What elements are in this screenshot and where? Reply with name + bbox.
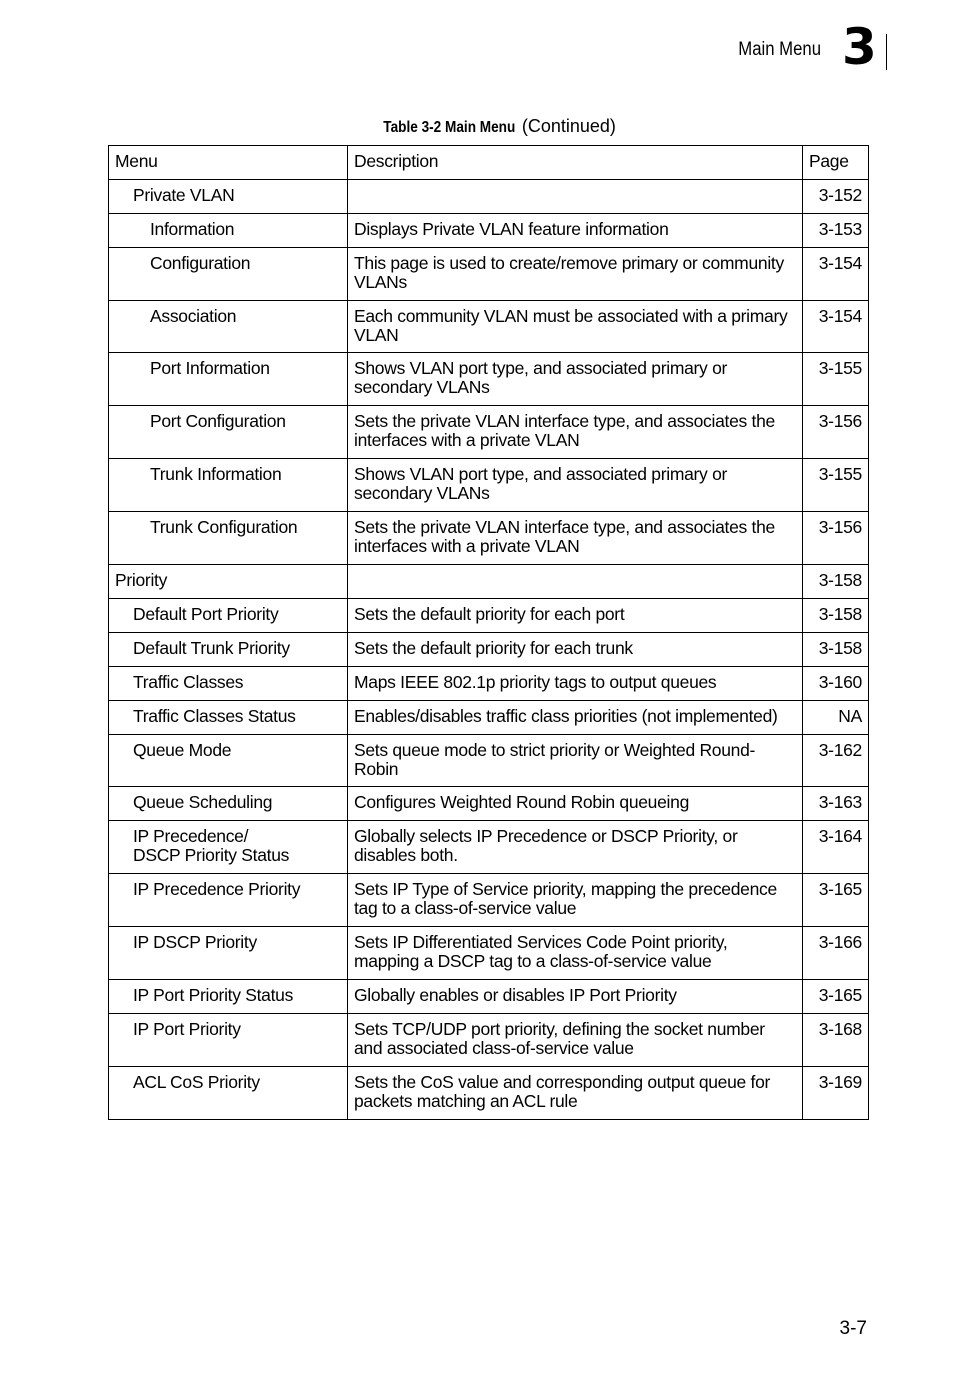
- description-cell: Sets the default priority for each port: [348, 599, 803, 633]
- description-cell: Sets IP Type of Service priority, mapping the precedence tag to a class-of-service value: [348, 874, 803, 927]
- description-cell: Sets TCP/UDP port priority, defining the socket number and associated class-of-service value: [348, 1014, 803, 1067]
- page-cell: 3-158: [803, 599, 869, 633]
- description-cell: Each community VLAN must be associated with a primary VLAN: [348, 301, 803, 353]
- page-cell: 3-168: [803, 1014, 869, 1067]
- description-cell: Enables/disables traffic class priorities (not implemented): [348, 701, 803, 735]
- page-cell: 3-169: [803, 1067, 869, 1120]
- table-row: [109, 1067, 869, 1120]
- page-number: 3-7: [839, 1318, 867, 1339]
- section-title: Main Menu: [738, 39, 821, 60]
- description-cell: Sets IP Differentiated Services Code Point priority, mapping a DSCP tag to a class-of-service value: [348, 927, 803, 980]
- table-body: [109, 146, 869, 1120]
- menu-cell: Port Configuration: [109, 406, 348, 459]
- description-cell: Sets the default priority for each trunk: [348, 633, 803, 667]
- table-row: [109, 214, 869, 248]
- table-row: [109, 301, 869, 353]
- table-row: [109, 565, 869, 599]
- page-cell: 3-158: [803, 633, 869, 667]
- page-cell: 3-154: [803, 301, 869, 353]
- description-cell: Shows VLAN port type, and associated primary or secondary VLANs: [348, 353, 803, 406]
- description-cell: [348, 180, 803, 214]
- table-caption-continued: (Continued): [521, 116, 616, 136]
- table-row: [109, 599, 869, 633]
- menu-cell: Traffic Classes: [109, 667, 348, 701]
- column-header-menu: Menu: [109, 146, 348, 180]
- menu-cell: IP Precedence Priority: [109, 874, 348, 927]
- page-cell: 3-155: [803, 459, 869, 512]
- table-row: [109, 735, 869, 787]
- menu-cell: IP Port Priority: [109, 1014, 348, 1067]
- menu-cell: Association: [109, 301, 348, 353]
- menu-cell: IP Port Priority Status: [109, 980, 348, 1014]
- column-header-description: Description: [348, 146, 803, 180]
- menu-cell: IP DSCP Priority: [109, 927, 348, 980]
- table-row: [109, 248, 869, 301]
- menu-cell: Queue Scheduling: [109, 787, 348, 821]
- description-cell: Maps IEEE 802.1p priority tags to output queues: [348, 667, 803, 701]
- table-caption: [108, 116, 868, 137]
- menu-cell: Configuration: [109, 248, 348, 301]
- menu-cell: Traffic Classes Status: [109, 701, 348, 735]
- table-row: [109, 1014, 869, 1067]
- page-cell: 3-152: [803, 180, 869, 214]
- page-cell: NA: [803, 701, 869, 735]
- description-cell: Configures Weighted Round Robin queueing: [348, 787, 803, 821]
- description-cell: Globally selects IP Precedence or DSCP Priority, or disables both.: [348, 821, 803, 874]
- menu-cell: Default Port Priority: [109, 599, 348, 633]
- description-cell: Displays Private VLAN feature information: [348, 214, 803, 248]
- page-cell: 3-160: [803, 667, 869, 701]
- description-cell: Globally enables or disables IP Port Priority: [348, 980, 803, 1014]
- table-row: [109, 787, 869, 821]
- column-header-page: Page: [803, 146, 869, 180]
- menu-cell: Trunk Configuration: [109, 512, 348, 565]
- chapter-number: 3: [842, 18, 876, 76]
- page-cell: 3-162: [803, 735, 869, 787]
- chapter-divider: [886, 34, 887, 70]
- page-cell: 3-164: [803, 821, 869, 874]
- table-row: [109, 180, 869, 214]
- table-row: [109, 406, 869, 459]
- table-row: [109, 512, 869, 565]
- table-row: [109, 927, 869, 980]
- description-cell: This page is used to create/remove primary or community VLANs: [348, 248, 803, 301]
- page-cell: 3-165: [803, 874, 869, 927]
- page-cell: 3-165: [803, 980, 869, 1014]
- table-row: [109, 821, 869, 874]
- menu-cell: Port Information: [109, 353, 348, 406]
- table-row: [109, 874, 869, 927]
- table-row: [109, 633, 869, 667]
- description-cell: [348, 565, 803, 599]
- table-row: [109, 980, 869, 1014]
- page-cell: 3-154: [803, 248, 869, 301]
- description-cell: Sets the private VLAN interface type, and associates the interfaces with a private VLAN: [348, 512, 803, 565]
- table-row: [109, 353, 869, 406]
- main-menu-table: [108, 145, 869, 1120]
- description-cell: Shows VLAN port type, and associated primary or secondary VLANs: [348, 459, 803, 512]
- menu-cell: Private VLAN: [109, 180, 348, 214]
- page-cell: 3-153: [803, 214, 869, 248]
- menu-cell: ACL CoS Priority: [109, 1067, 348, 1120]
- page-cell: 3-158: [803, 565, 869, 599]
- description-cell: Sets queue mode to strict priority or Weighted Round-Robin: [348, 735, 803, 787]
- page-cell: 3-155: [803, 353, 869, 406]
- menu-cell: Information: [109, 214, 348, 248]
- description-cell: Sets the CoS value and corresponding output queue for packets matching an ACL rule: [348, 1067, 803, 1120]
- table-row: [109, 459, 869, 512]
- table-row: [109, 701, 869, 735]
- page-cell: 3-156: [803, 406, 869, 459]
- menu-cell: Default Trunk Priority: [109, 633, 348, 667]
- table-row: [109, 667, 869, 701]
- menu-cell: Priority: [109, 565, 348, 599]
- page-cell: 3-163: [803, 787, 869, 821]
- menu-cell: Queue Mode: [109, 735, 348, 787]
- menu-cell: Trunk Information: [109, 459, 348, 512]
- table-caption-label: Table 3-2 Main Menu: [383, 119, 516, 136]
- page-cell: 3-166: [803, 927, 869, 980]
- table-header-row: [109, 146, 869, 180]
- page-cell: 3-156: [803, 512, 869, 565]
- menu-cell: IP Precedence/ DSCP Priority Status: [109, 821, 348, 874]
- description-cell: Sets the private VLAN interface type, and associates the interfaces with a private VLAN: [348, 406, 803, 459]
